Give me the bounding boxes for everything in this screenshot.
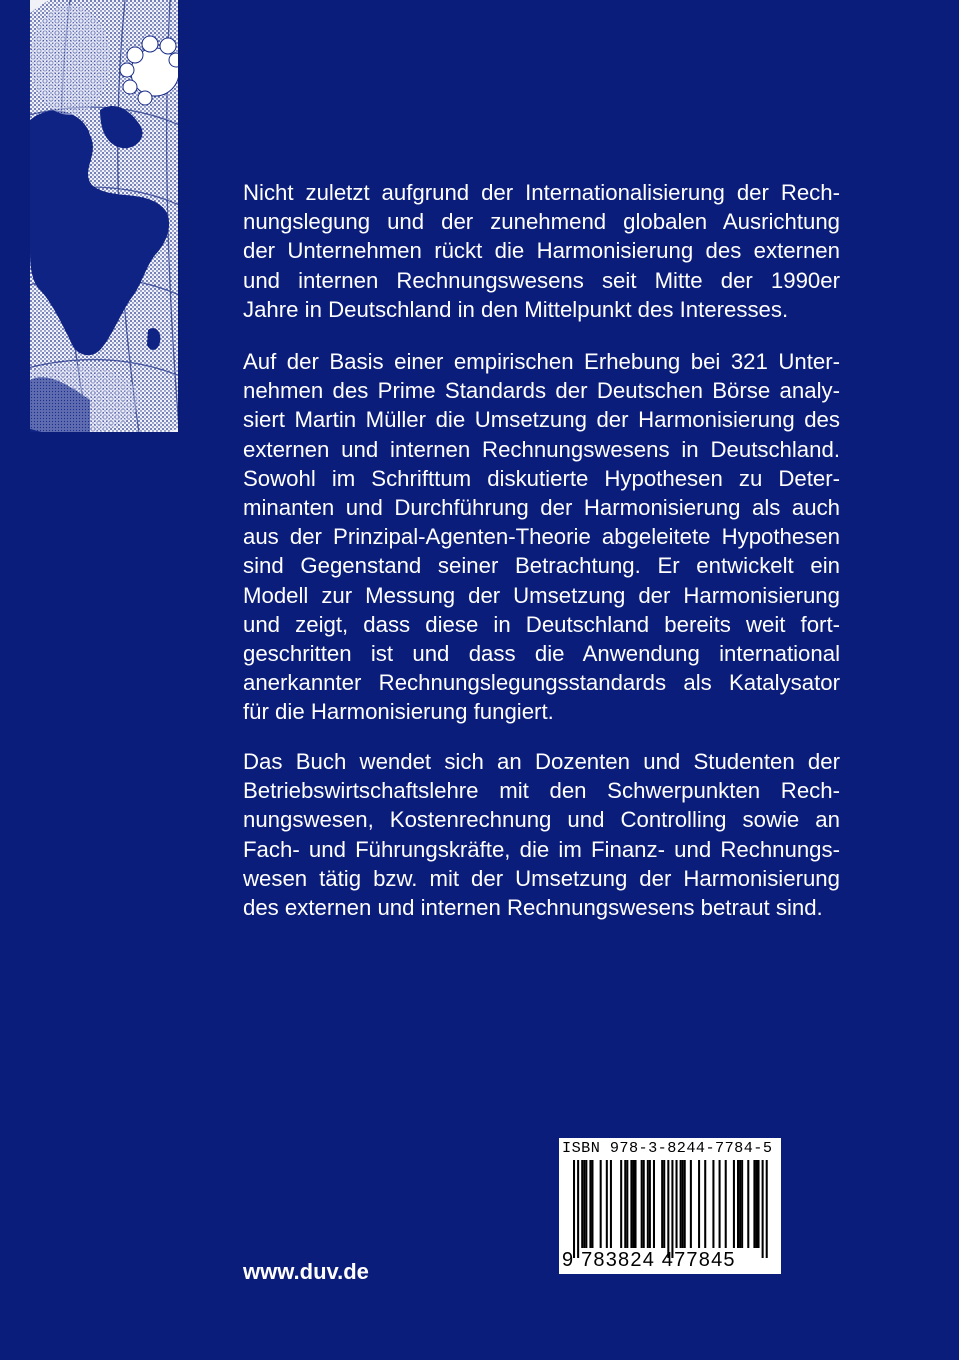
barcode-bar bbox=[680, 1160, 682, 1248]
barcode-bar bbox=[671, 1160, 673, 1258]
blurb-line: Modell zur Messung der Umsetzung der Harmonisierung bbox=[243, 582, 840, 608]
barcode-bar bbox=[630, 1160, 632, 1248]
blurb-line: Betriebswirtschaftslehre mit den Schwerpunkten Rech- bbox=[243, 778, 840, 804]
blurb-paragraph-3 bbox=[243, 747, 840, 922]
blurb-line: siert Martin Müller die Umsetzung der Harmonisierung des bbox=[243, 407, 840, 433]
blurb-line: des externen und internen Rechnungswesens betraut sind. bbox=[243, 895, 823, 921]
barcode-bar bbox=[667, 1160, 669, 1258]
barcode-bar bbox=[583, 1160, 585, 1248]
barcode-bar bbox=[741, 1160, 743, 1248]
barcode-bar bbox=[676, 1160, 678, 1248]
blurb-paragraph-2 bbox=[243, 347, 840, 727]
barcode-bar bbox=[610, 1160, 612, 1248]
blurb-line: und zeigt, dass diese in Deutschland bereits weit fort- bbox=[243, 611, 840, 637]
barcode-bar bbox=[733, 1160, 735, 1248]
blurb-line: Auf der Basis einer empirischen Erhebung bei 321 Unter- bbox=[243, 349, 840, 374]
isbn-label: ISBN 978-3-8244-7784-5 bbox=[562, 1139, 773, 1157]
blurb-line: anerkannter Rechnungslegungsstandards als Katalysator bbox=[243, 670, 840, 696]
barcode-bar bbox=[606, 1160, 608, 1248]
barcode-bar bbox=[649, 1160, 651, 1248]
barcode-bar bbox=[682, 1160, 684, 1248]
blurb-line: der Unternehmen rückt die Harmonisierung des externen bbox=[243, 238, 840, 264]
barcode-bar bbox=[641, 1160, 643, 1248]
barcode-bar bbox=[739, 1160, 741, 1248]
blurb-line: aus der Prinzipal-Agenten-Theorie abgeleitete Hypothesen bbox=[243, 524, 840, 550]
barcode-bar bbox=[704, 1160, 706, 1248]
barcode-bar bbox=[632, 1160, 634, 1248]
barcode-bar bbox=[620, 1160, 622, 1248]
barcode-bar bbox=[753, 1160, 755, 1248]
blurb-line: nehmen des Prime Standards der Deutschen Börse analy- bbox=[243, 378, 840, 404]
blurb-line: Sowohl im Schrifttum diskutierte Hypothesen zu Deter- bbox=[243, 465, 840, 491]
barcode-bar bbox=[661, 1160, 663, 1248]
barcode-bar bbox=[698, 1160, 700, 1248]
barcode-bar bbox=[712, 1160, 714, 1248]
barcode-bar bbox=[643, 1160, 645, 1248]
barcode-bar bbox=[690, 1160, 692, 1248]
barcode-bar bbox=[719, 1160, 721, 1248]
blurb-line: nungslegung und der zunehmend globalen Ausrichtung bbox=[243, 209, 840, 235]
isbn-barcode bbox=[559, 1138, 781, 1274]
barcode-bar bbox=[585, 1160, 587, 1248]
barcode-bar bbox=[581, 1160, 583, 1248]
barcode-bar bbox=[684, 1160, 686, 1248]
globe-image bbox=[30, 0, 178, 432]
ean-digits: 9 783824 477845 bbox=[562, 1249, 736, 1271]
blurb-paragraph-1 bbox=[243, 178, 840, 324]
barcode-bar bbox=[653, 1160, 655, 1248]
blurb-line: Das Buch wendet sich an Dozenten und Studenten der bbox=[243, 749, 840, 774]
blurb-line: externen und internen Rechnungswesens in Deutschland. bbox=[243, 436, 840, 462]
blurb-line: Jahre in Deutschland in den Mittelpunkt des Interesses. bbox=[243, 296, 789, 322]
barcode-bar bbox=[589, 1160, 591, 1248]
barcode-bar bbox=[758, 1160, 760, 1248]
barcode-bar bbox=[635, 1160, 637, 1248]
publisher-website[interactable]: www.duv.de bbox=[243, 1259, 369, 1284]
barcode-bar bbox=[747, 1160, 749, 1248]
barcode-bar bbox=[577, 1160, 579, 1258]
barcode-bar bbox=[600, 1160, 602, 1248]
blurb-line: Nicht zuletzt aufgrund der Internationalisierung der Rech- bbox=[243, 180, 840, 205]
blurb-line: für die Harmonisierung fungiert. bbox=[243, 699, 554, 725]
globe-illustration bbox=[30, 0, 178, 432]
barcode-bar bbox=[766, 1160, 768, 1258]
blurb-line: wesen tätig bzw. mit der Umsetzung der Harmonisierung bbox=[243, 865, 840, 891]
barcode-bar bbox=[626, 1160, 628, 1248]
blurb-line: geschritten ist und dass die Anwendung international bbox=[243, 641, 840, 667]
barcode-bar bbox=[755, 1160, 757, 1248]
barcode-bar bbox=[737, 1160, 739, 1248]
barcode-bar bbox=[591, 1160, 593, 1248]
barcode-bar bbox=[624, 1160, 626, 1248]
blurb-line: Fach- und Führungskräfte, die im Finanz- und Rechnungs- bbox=[243, 836, 840, 862]
barcode-bar bbox=[762, 1160, 764, 1258]
barcode-bars bbox=[559, 1160, 781, 1258]
blurb-line: und internen Rechnungswesens seit Mitte der 1990er bbox=[243, 267, 840, 293]
barcode-bar bbox=[573, 1160, 575, 1258]
barcode-bar bbox=[647, 1160, 649, 1248]
blurb-line: nungswesen, Kostenrechnung und Controlling sowie an bbox=[243, 807, 840, 833]
blurb-line: sind Gegenstand seiner Betrachtung. Er entwickelt ein bbox=[243, 553, 840, 579]
blurb-line: minanten und Durchführung der Harmonisierung als auch bbox=[243, 495, 840, 521]
barcode-bar bbox=[725, 1160, 727, 1248]
barcode-bar bbox=[663, 1160, 665, 1248]
